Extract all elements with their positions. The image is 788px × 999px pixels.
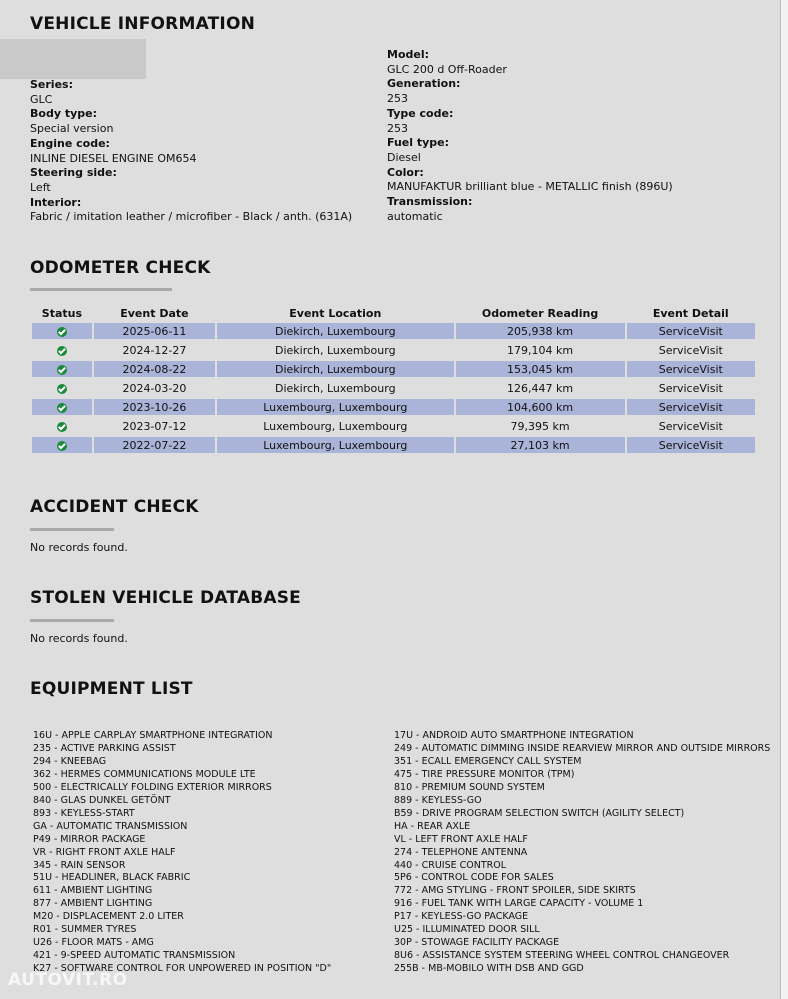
- check-circle-icon: [57, 346, 67, 356]
- col-event-location: Event Location: [289, 306, 382, 320]
- list-item: 5P6 - CONTROL CODE FOR SALES: [394, 872, 554, 884]
- event-date: 2023-10-26: [94, 399, 215, 415]
- interior-label: Interior:: [30, 195, 82, 209]
- table-row: [32, 323, 755, 339]
- list-item: HA - REAR AXLE: [394, 820, 471, 832]
- event-location: Luxembourg, Luxembourg: [217, 437, 454, 453]
- event-location: Diekirch, Luxembourg: [217, 361, 454, 377]
- list-item: 916 - FUEL TANK WITH LARGE CAPACITY - VOLUME 1: [394, 898, 644, 910]
- check-circle-icon: [57, 365, 67, 375]
- event-location: Diekirch, Luxembourg: [274, 381, 396, 395]
- list-item: 235 - ACTIVE PARKING ASSIST: [33, 742, 176, 754]
- accident-divider: [30, 528, 114, 531]
- redacted-block: [0, 39, 146, 79]
- event-detail: ServiceVisit: [627, 323, 755, 339]
- list-item: VL - LEFT FRONT AXLE HALF: [394, 833, 528, 845]
- model-label: Model:: [387, 48, 430, 61]
- list-item: 274 - TELEPHONE ANTENNA: [394, 846, 528, 858]
- equipment-list-right: [394, 730, 770, 976]
- odometer-title: ODOMETER CHECK: [30, 258, 211, 278]
- engine-code-label: Engine code:: [30, 136, 110, 150]
- odometer-reading: 179,104 km: [507, 343, 574, 357]
- engine-code-value: INLINE DIESEL ENGINE OM654: [30, 151, 197, 165]
- odometer-divider: [30, 288, 172, 291]
- col-status: Status: [41, 306, 83, 320]
- list-item: 51U - HEADLINER, BLACK FABRIC: [33, 872, 191, 884]
- table-row: [32, 418, 755, 434]
- list-item: P17 - KEYLESS-GO PACKAGE: [394, 911, 529, 923]
- list-item: 345 - RAIN SENSOR: [33, 859, 126, 871]
- event-detail: ServiceVisit: [627, 437, 755, 453]
- table-row: [32, 361, 755, 377]
- check-circle-icon: [57, 403, 67, 413]
- odometer-table: [30, 303, 757, 456]
- accident-title: ACCIDENT CHECK: [30, 497, 199, 517]
- list-item: 30P - STOWAGE FACILITY PACKAGE: [394, 937, 560, 949]
- odometer-reading: 126,447 km: [507, 381, 574, 395]
- list-item: 362 - HERMES COMMUNICATIONS MODULE LTE: [33, 768, 256, 780]
- model-value: GLC 200 d Off-Roader: [387, 62, 507, 76]
- body-type-label: Body type:: [30, 107, 97, 121]
- list-item: 810 - PREMIUM SOUND SYSTEM: [394, 781, 545, 793]
- event-detail: ServiceVisit: [658, 343, 723, 357]
- odometer-reading: 153,045 km: [456, 361, 625, 377]
- event-detail: ServiceVisit: [627, 399, 755, 415]
- list-item: R01 - SUMMER TYRES: [33, 924, 137, 936]
- table-row: [32, 380, 755, 396]
- fuel-type-value: Diesel: [387, 150, 421, 164]
- vehicle-info-left: [30, 78, 352, 225]
- body-type-value: Special version: [30, 122, 114, 136]
- type-code-label: Type code:: [387, 106, 454, 120]
- list-item: VR - RIGHT FRONT AXLE HALF: [33, 846, 176, 858]
- check-circle-icon: [57, 384, 67, 394]
- stolen-divider: [30, 619, 114, 622]
- list-item: P49 - MIRROR PACKAGE: [33, 833, 146, 845]
- event-date: 2024-08-22: [94, 361, 215, 377]
- color-value: MANUFAKTUR brilliant blue - METALLIC finish (896U): [387, 180, 673, 194]
- event-date: 2025-06-11: [94, 323, 215, 339]
- interior-value: Fabric / imitation leather / microfiber - Black / anth. (631A): [30, 210, 353, 224]
- list-item: GA - AUTOMATIC TRANSMISSION: [33, 820, 188, 832]
- col-event-detail: Event Detail: [652, 306, 729, 320]
- col-event-date: Event Date: [120, 306, 189, 320]
- list-item: 440 - CRUISE CONTROL: [394, 859, 507, 871]
- list-item: 8U6 - ASSISTANCE SYSTEM STEERING WHEEL CONTROL CHANGEOVER: [394, 950, 730, 962]
- event-date: 2023-07-12: [122, 419, 187, 433]
- col-odometer-reading: Odometer Reading: [481, 306, 599, 320]
- series-label: Series:: [30, 78, 73, 91]
- list-item: 500 - ELECTRICALLY FOLDING EXTERIOR MIRRORS: [33, 781, 272, 793]
- table-row: [32, 342, 755, 358]
- list-item: 421 - 9-SPEED AUTOMATIC TRANSMISSION: [33, 950, 236, 962]
- odometer-reading: 205,938 km: [456, 323, 625, 339]
- list-item: 294 - KNEEBAG: [33, 755, 107, 767]
- vehicle-info-right: [387, 48, 673, 224]
- vehicle-info-title: VEHICLE INFORMATION: [30, 14, 256, 34]
- list-item: 611 - AMBIENT LIGHTING: [33, 885, 153, 897]
- event-date: 2024-12-27: [122, 343, 187, 357]
- list-item: 249 - AUTOMATIC DIMMING INSIDE REARVIEW MIRROR AND OUTSIDE MIRRORS: [394, 742, 771, 754]
- event-date: 2022-07-22: [94, 437, 215, 453]
- list-item: U26 - FLOOR MATS - AMG: [33, 937, 154, 949]
- accident-no-records: No records found.: [30, 541, 128, 554]
- list-item: 255B - MB-MOBILO WITH DSB AND GGD: [394, 963, 584, 975]
- event-date: 2024-03-20: [122, 381, 187, 395]
- event-location: Luxembourg, Luxembourg: [263, 419, 408, 433]
- event-detail: ServiceVisit: [627, 361, 755, 377]
- list-item: 17U - ANDROID AUTO SMARTPHONE INTEGRATION: [394, 730, 634, 741]
- check-circle-icon: [57, 327, 67, 337]
- list-item: 351 - ECALL EMERGENCY CALL SYSTEM: [394, 755, 582, 767]
- odometer-reading: 104,600 km: [456, 399, 625, 415]
- stolen-title: STOLEN VEHICLE DATABASE: [30, 588, 301, 608]
- list-item: U25 - ILLUMINATED DOOR SILL: [394, 924, 540, 936]
- generation-value: 253: [387, 92, 408, 106]
- equipment-list-left: [33, 730, 331, 976]
- list-item: 893 - KEYLESS-START: [33, 807, 135, 819]
- event-detail: ServiceVisit: [658, 419, 723, 433]
- list-item: 475 - TIRE PRESSURE MONITOR (TPM): [394, 768, 575, 780]
- transmission-label: Transmission:: [387, 195, 473, 209]
- list-item: 772 - AMG STYLING - FRONT SPOILER, SIDE SKIRTS: [394, 885, 636, 897]
- list-item: 877 - AMBIENT LIGHTING: [33, 898, 153, 910]
- table-row: [32, 399, 755, 415]
- list-item: B59 - DRIVE PROGRAM SELECTION SWITCH (AGILITY SELECT): [394, 807, 685, 819]
- list-item: 840 - GLAS DUNKEL GETÖNT: [33, 794, 171, 806]
- odometer-reading: 27,103 km: [456, 437, 625, 453]
- event-location: Diekirch, Luxembourg: [274, 343, 396, 357]
- steering-side-value: Left: [30, 180, 51, 194]
- color-label: Color:: [387, 165, 424, 179]
- steering-side-label: Steering side:: [30, 166, 117, 180]
- check-circle-icon: [57, 441, 67, 451]
- equipment-title: EQUIPMENT LIST: [30, 679, 193, 699]
- fuel-type-label: Fuel type:: [387, 136, 450, 150]
- list-item: K27 - SOFTWARE CONTROL FOR UNPOWERED IN POSITION "D": [33, 963, 332, 975]
- list-item: 16U - APPLE CARPLAY SMARTPHONE INTEGRATION: [33, 730, 273, 741]
- list-item: M20 - DISPLACEMENT 2.0 LITER: [33, 911, 184, 923]
- type-code-value: 253: [387, 121, 408, 135]
- stolen-no-records: No records found.: [30, 632, 128, 645]
- watermark-logo: AUTOVIT.RO: [8, 970, 128, 990]
- check-circle-icon: [57, 422, 67, 432]
- page-edge: [780, 0, 788, 999]
- odometer-reading: 79,395 km: [510, 419, 570, 433]
- table-header-row: [32, 306, 755, 320]
- generation-label: Generation:: [387, 77, 461, 91]
- series-value: GLC: [30, 92, 53, 106]
- table-row: [32, 437, 755, 453]
- event-location: Luxembourg, Luxembourg: [217, 399, 454, 415]
- event-detail: ServiceVisit: [658, 381, 723, 395]
- transmission-value: automatic: [387, 209, 443, 223]
- list-item: 889 - KEYLESS-GO: [394, 794, 482, 806]
- event-location: Diekirch, Luxembourg: [217, 323, 454, 339]
